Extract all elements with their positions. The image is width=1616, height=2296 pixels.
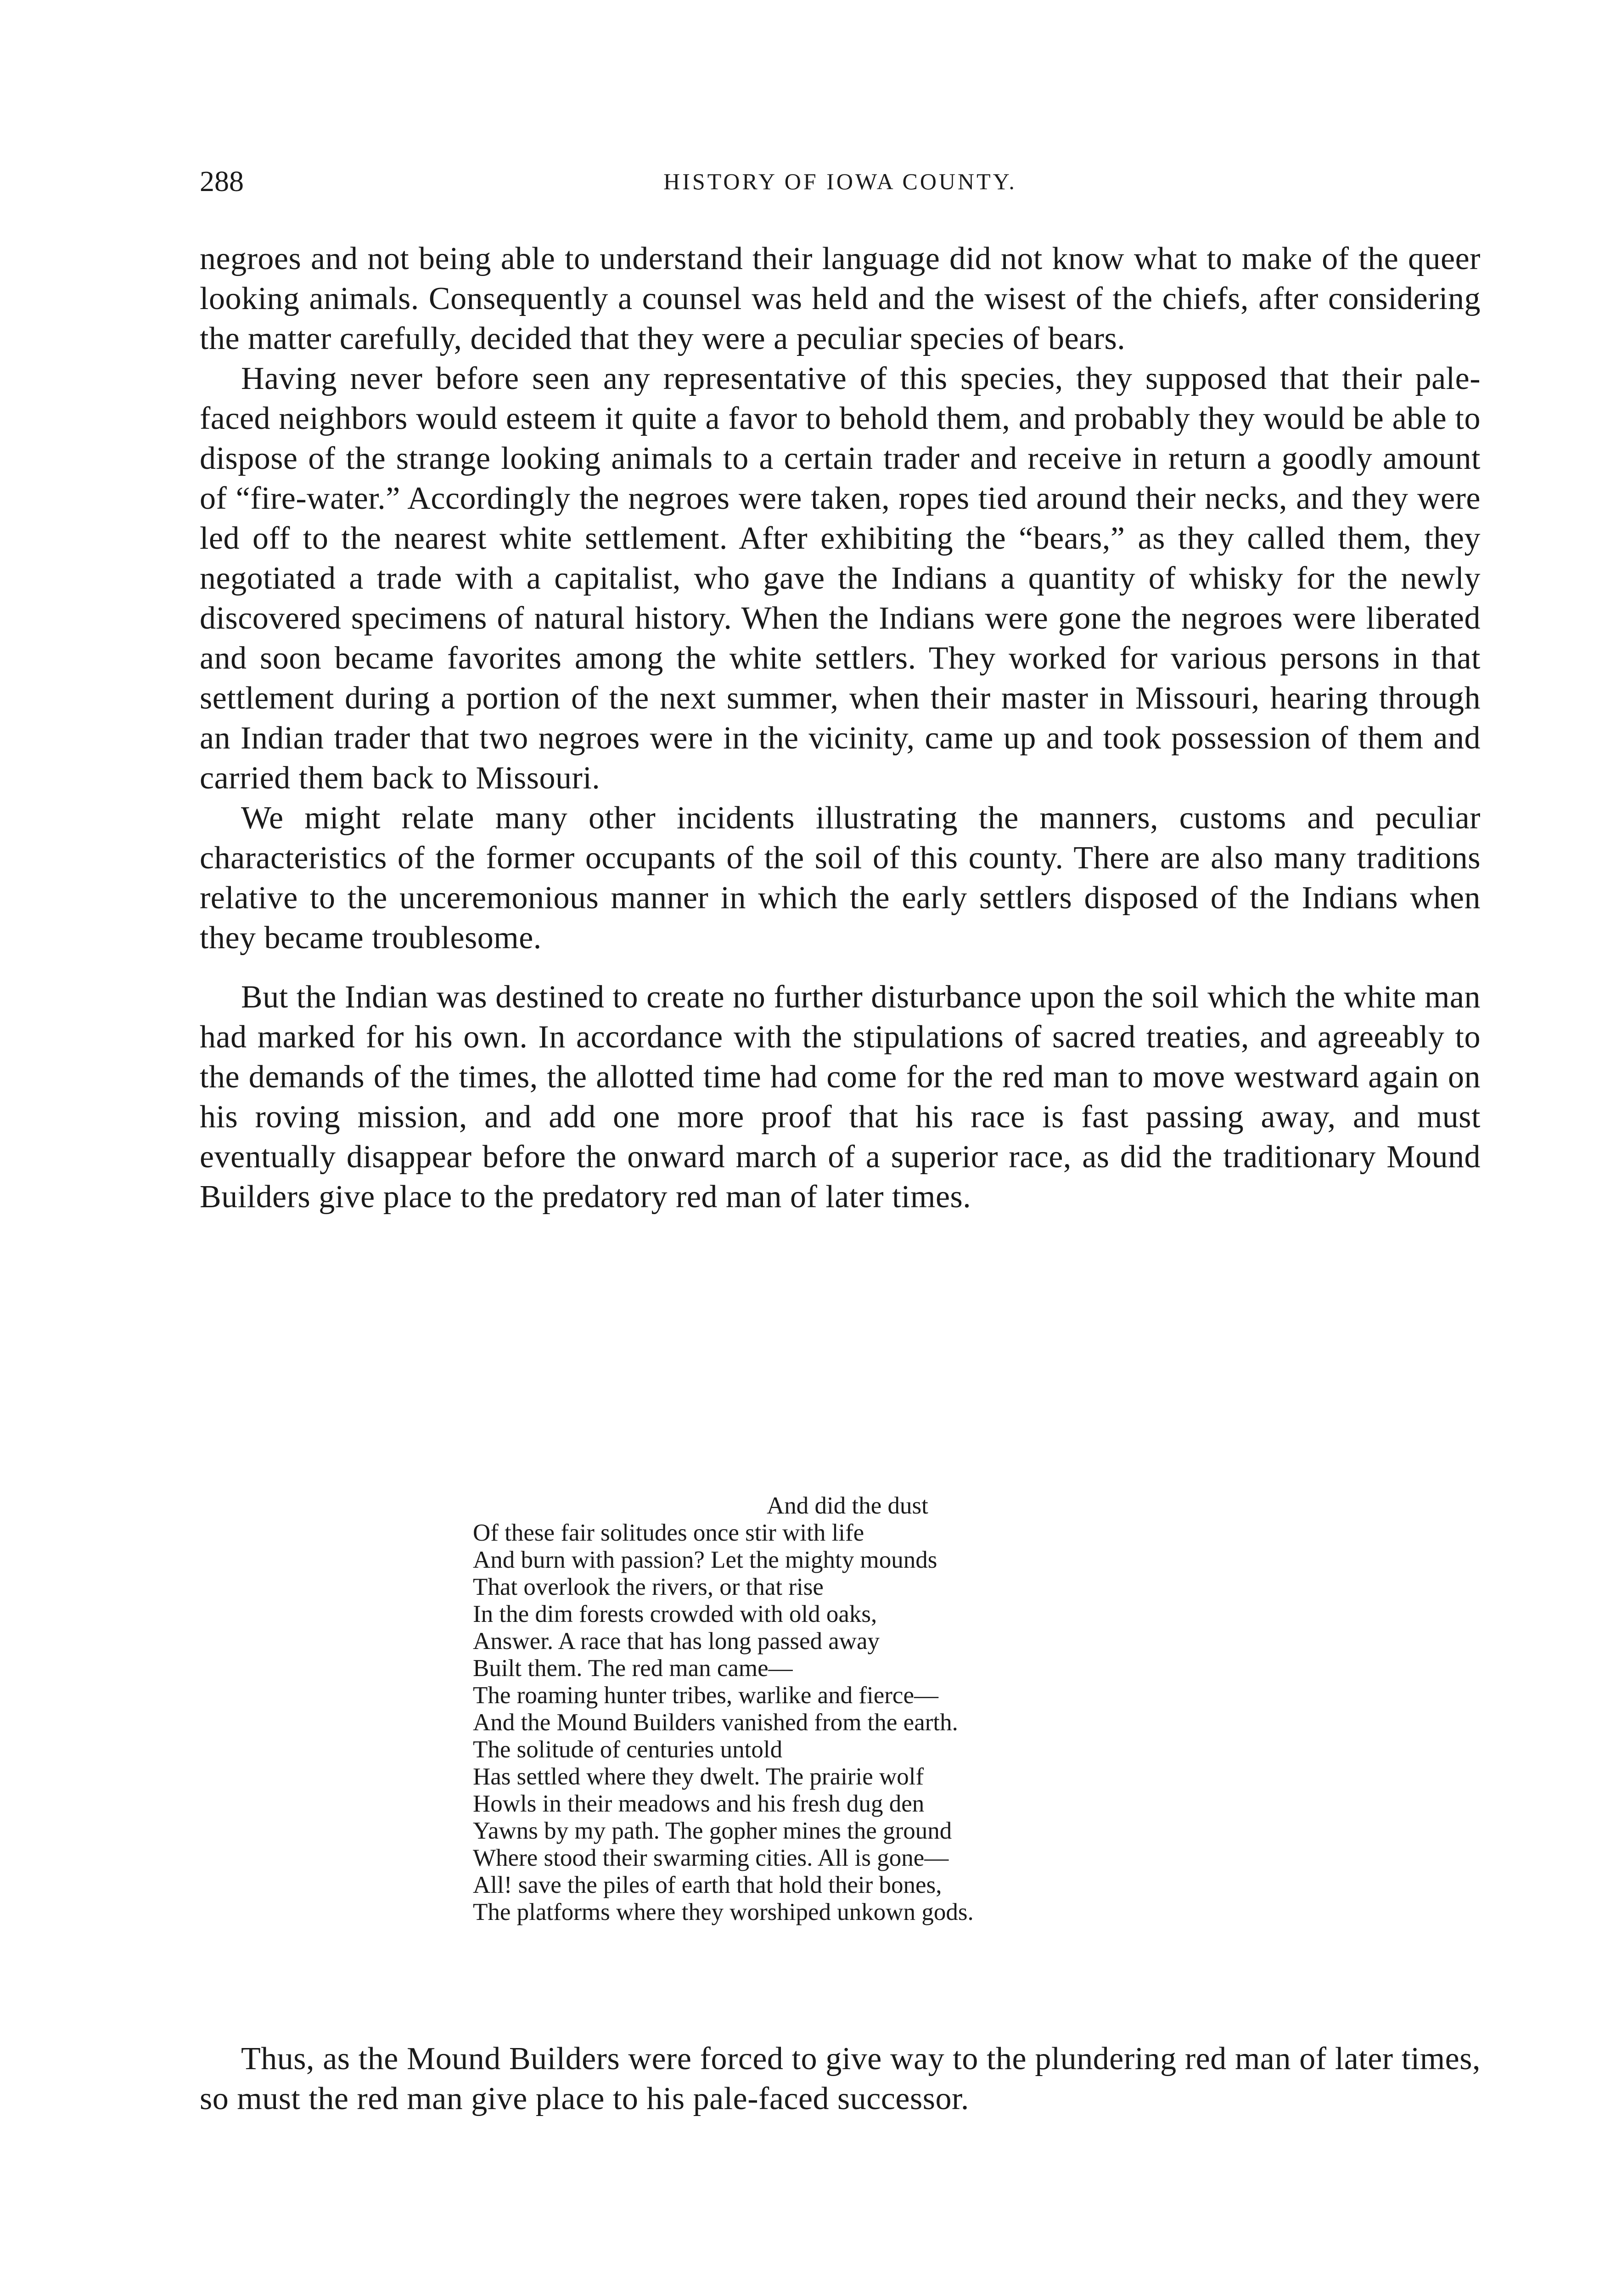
poem-block bbox=[473, 1492, 1253, 1926]
poem-line: And the Mound Builders vanished from the earth. bbox=[473, 1709, 958, 1736]
poem-line: Answer. A race that has long passed away bbox=[473, 1628, 880, 1654]
page-number: 288 bbox=[200, 165, 244, 197]
closing-paragraph: Thus, as the Mound Builders were forced to give way to the plundering red man of later times, so must the red man give place to his pale-faced successor. bbox=[200, 2041, 1481, 2116]
poem-line: Has settled where they dwelt. The prairie wolf bbox=[473, 1763, 924, 1790]
poem-line: Of these fair solitudes once stir with life bbox=[473, 1519, 864, 1546]
poem-line: The solitude of centuries untold bbox=[473, 1736, 783, 1763]
poem-line: Yawns by my path. The gopher mines the ground bbox=[473, 1818, 952, 1844]
page-header bbox=[200, 163, 1481, 200]
paragraph: negroes and not being able to understand their language did not know what to make of the queer looking animals. Consequently a counsel was held and the wisest of the chiefs, after considering the matter carefully, decided that they were a peculiar species of bears. bbox=[200, 241, 1481, 356]
running-head: HISTORY OF IOWA COUNTY. bbox=[663, 169, 1017, 194]
body-text bbox=[200, 239, 1481, 1217]
poem-line: Where stood their swarming cities. All is gone— bbox=[473, 1845, 949, 1871]
poem-line: In the dim forests crowded with old oaks, bbox=[473, 1601, 877, 1627]
poem-line: That overlook the rivers, or that rise bbox=[473, 1574, 824, 1600]
poem-line: Howls in their meadows and his fresh dug den bbox=[473, 1790, 925, 1817]
poem-line: The platforms where they worshiped unkown gods. bbox=[473, 1899, 974, 1925]
paragraph: But the Indian was destined to create no further disturbance upon the soil which the white man had marked for his own. In accordance with the stipulations of sacred treaties, and agreeably to the demands of the times, the allotted time had come for the red man to move westward again on his roving mission, and add one more proof that his race is fast passing away, and must eventually disappear before the onward march of a superior race, as did the traditionary Mound Builders give place to the predatory red man of later times. bbox=[200, 979, 1481, 1215]
poem-line: The roaming hunter tribes, warlike and fierce— bbox=[473, 1682, 938, 1709]
poem-line: Built them. The red man came— bbox=[473, 1655, 793, 1682]
paragraph: We might relate many other incidents illustrating the manners, customs and peculiar characteristics of the former occupants of the soil of this county. There are also many traditions relative to the unceremonious manner in which the early settlers disposed of the Indians when they became troublesome. bbox=[200, 800, 1481, 956]
closing-text bbox=[200, 2039, 1481, 2119]
poem-line: All! save the piles of earth that hold their bones, bbox=[473, 1872, 942, 1898]
paragraph: Having never before seen any representative of this species, they supposed that their pale-faced neighbors would esteem it quite a favor to behold them, and probably they would be able to dispose of the strange looking animals to a certain trader and receive in return a goodly amount of “fire-water.” Accordingly the negroes were taken, ropes tied around their necks, and they were led off to the nearest white settlement. After exhibiting the “bears,” as they called them, they negotiated a trade with a capitalist, who gave the Indians a quantity of whisky for the newly discovered specimens of natural history. When the Indians were gone the negroes were liberated and soon became favorites among the white settlers. They worked for various persons in that settlement during a portion of the next summer, when their master in Missouri, hearing through an Indian trader that two negroes were in the vicinity, came up and took possession of them and carried them back to Missouri. bbox=[200, 361, 1481, 796]
poem-line: And did the dust bbox=[767, 1492, 928, 1519]
poem-line: And burn with passion? Let the mighty mounds bbox=[473, 1547, 937, 1573]
